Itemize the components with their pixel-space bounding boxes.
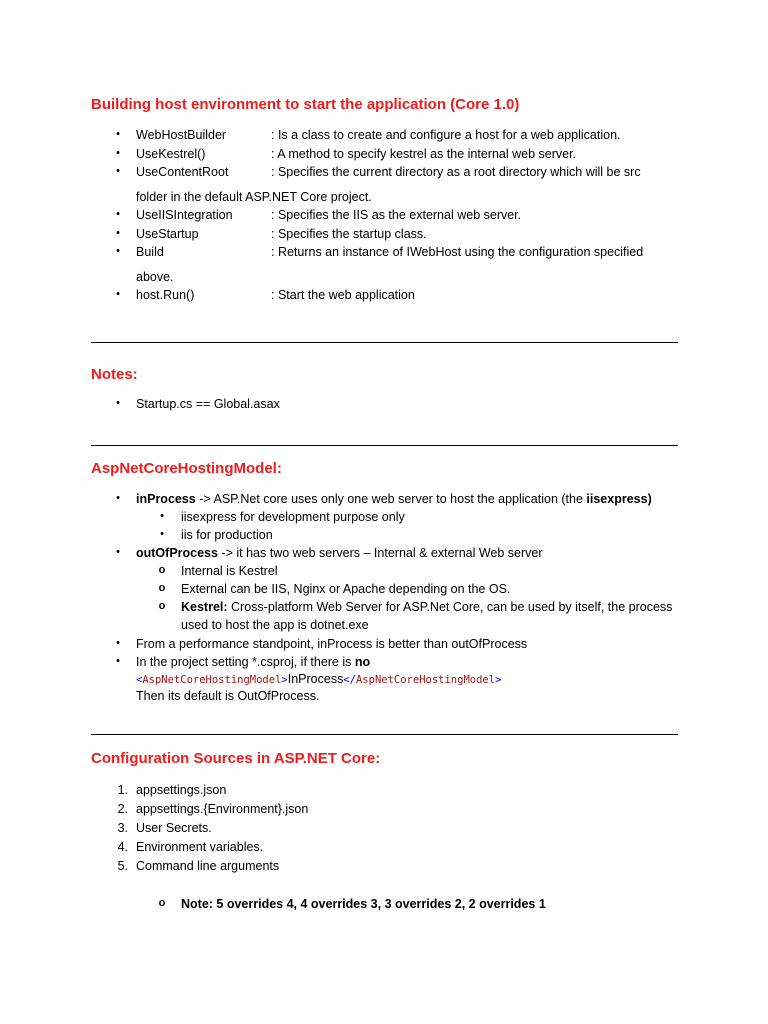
- list-number: 2.: [117, 802, 128, 816]
- section-heading-hosting-model: AspNetCoreHostingModel:: [91, 460, 282, 477]
- outofprocess-text: -> it has two web servers – Internal & external Web server: [217, 546, 543, 560]
- list-item-desc: : A method to specify kestrel as the internal web server.: [271, 147, 577, 161]
- list-item: appsettings.json: [136, 783, 227, 797]
- bullet-icon: •: [160, 510, 164, 522]
- bullet-icon: •: [116, 546, 120, 558]
- list-item-term: host.Run(): [136, 288, 195, 302]
- horizontal-divider: [91, 342, 678, 343]
- bullet-icon: •: [116, 227, 120, 239]
- list-item-term: UseStartup: [136, 227, 199, 241]
- list-item: Command line arguments: [136, 859, 280, 873]
- horizontal-divider: [91, 734, 678, 735]
- list-number: 1.: [117, 783, 128, 797]
- kestrel-continuation: used to host the app is dotnet.exe: [181, 618, 369, 632]
- inprocess-end: ): [647, 492, 652, 506]
- bullet-icon: •: [116, 208, 120, 220]
- list-item-desc: : Returns an instance of IWebHost using the configuration specified: [271, 245, 644, 259]
- inprocess-item: [136, 492, 652, 506]
- list-item-desc: : Start the web application: [271, 288, 415, 302]
- inprocess-sub-item: iisexpress for development purpose only: [181, 510, 405, 524]
- csproj-setting-item: [136, 655, 370, 669]
- code-angle: <: [136, 674, 143, 686]
- code-tag: AspNetCoreHostingModel: [355, 674, 496, 686]
- list-item-desc: : Specifies the startup class.: [271, 227, 427, 241]
- bullet-icon: •: [116, 128, 120, 140]
- override-note: Note: 5 overrides 4, 4 overrides 3, 3 overrides 2, 2 overrides 1: [181, 897, 546, 911]
- list-item: Environment variables.: [136, 840, 264, 854]
- outofprocess-sub-item: External can be IIS, Nginx or Apache depending on the OS.: [181, 582, 511, 596]
- performance-item: From a performance standpoint, inProcess is better than outOfProcess: [136, 637, 528, 651]
- code-angle: </: [343, 674, 356, 686]
- section-heading-host-environment: Building host environment to start the application (Core 1.0): [91, 96, 520, 113]
- bullet-icon: •: [116, 397, 120, 409]
- list-item-continuation: above.: [136, 270, 174, 284]
- kestrel-item: [181, 600, 672, 615]
- circle-bullet-icon: o: [158, 582, 166, 594]
- note-item: Startup.cs == Global.asax: [136, 397, 280, 411]
- list-item-term: WebHostBuilder: [136, 128, 227, 142]
- bullet-icon: •: [160, 528, 164, 540]
- circle-bullet-icon: o: [158, 600, 166, 612]
- bullet-icon: •: [116, 147, 120, 159]
- csproj-no-label: no: [354, 655, 371, 669]
- list-item-desc: : Specifies the current directory as a root directory which will be src: [271, 165, 641, 179]
- code-angle: >: [281, 674, 288, 686]
- list-number: 5.: [117, 859, 128, 873]
- section-heading-configuration-sources: Configuration Sources in ASP.NET Core:: [91, 750, 381, 767]
- code-value: InProcess: [287, 672, 344, 686]
- outofprocess-item: [136, 546, 543, 560]
- section-heading-notes: Notes:: [91, 366, 138, 383]
- bullet-icon: •: [116, 245, 120, 257]
- default-text: Then its default is OutOfProcess.: [136, 689, 320, 703]
- code-angle: >: [495, 674, 502, 686]
- list-item-term: UseKestrel(): [136, 147, 206, 161]
- bullet-icon: •: [116, 492, 120, 504]
- iisexpress-label: iisexpress: [586, 492, 648, 506]
- inprocess-sub-item: iis for production: [181, 528, 273, 542]
- list-item-term: UseContentRoot: [136, 165, 229, 179]
- list-item-term: UseIISIntegration: [136, 208, 233, 222]
- circle-bullet-icon: o: [158, 564, 166, 576]
- code-tag: AspNetCoreHostingModel: [142, 674, 282, 686]
- bullet-icon: •: [116, 655, 120, 667]
- kestrel-text: Cross-platform Web Server for ASP.Net Core, can be used by itself, the process: [227, 600, 673, 614]
- kestrel-label: Kestrel:: [181, 600, 228, 614]
- csproj-setting-text: In the project setting *.csproj, if there is: [136, 655, 355, 669]
- list-number: 3.: [117, 821, 128, 835]
- list-item: User Secrets.: [136, 821, 212, 835]
- list-item-desc: : Is a class to create and configure a host for a web application.: [271, 128, 621, 142]
- bullet-icon: •: [116, 637, 120, 649]
- list-item-term: Build: [136, 245, 164, 259]
- outofprocess-label: outOfProcess: [136, 546, 218, 560]
- list-number: 4.: [117, 840, 128, 854]
- bullet-icon: •: [116, 165, 120, 177]
- horizontal-divider: [91, 445, 678, 446]
- bullet-icon: •: [116, 288, 120, 300]
- circle-bullet-icon: o: [158, 897, 166, 909]
- inprocess-text: -> ASP.Net core uses only one web server to host the application (the: [195, 492, 587, 506]
- outofprocess-sub-item: Internal is Kestrel: [181, 564, 278, 578]
- list-item-continuation: folder in the default ASP.NET Core project.: [136, 190, 372, 204]
- list-item: appsettings.{Environment}.json: [136, 802, 309, 816]
- code-snippet: [136, 672, 501, 686]
- inprocess-label: inProcess: [136, 492, 196, 506]
- list-item-desc: : Specifies the IIS as the external web server.: [271, 208, 522, 222]
